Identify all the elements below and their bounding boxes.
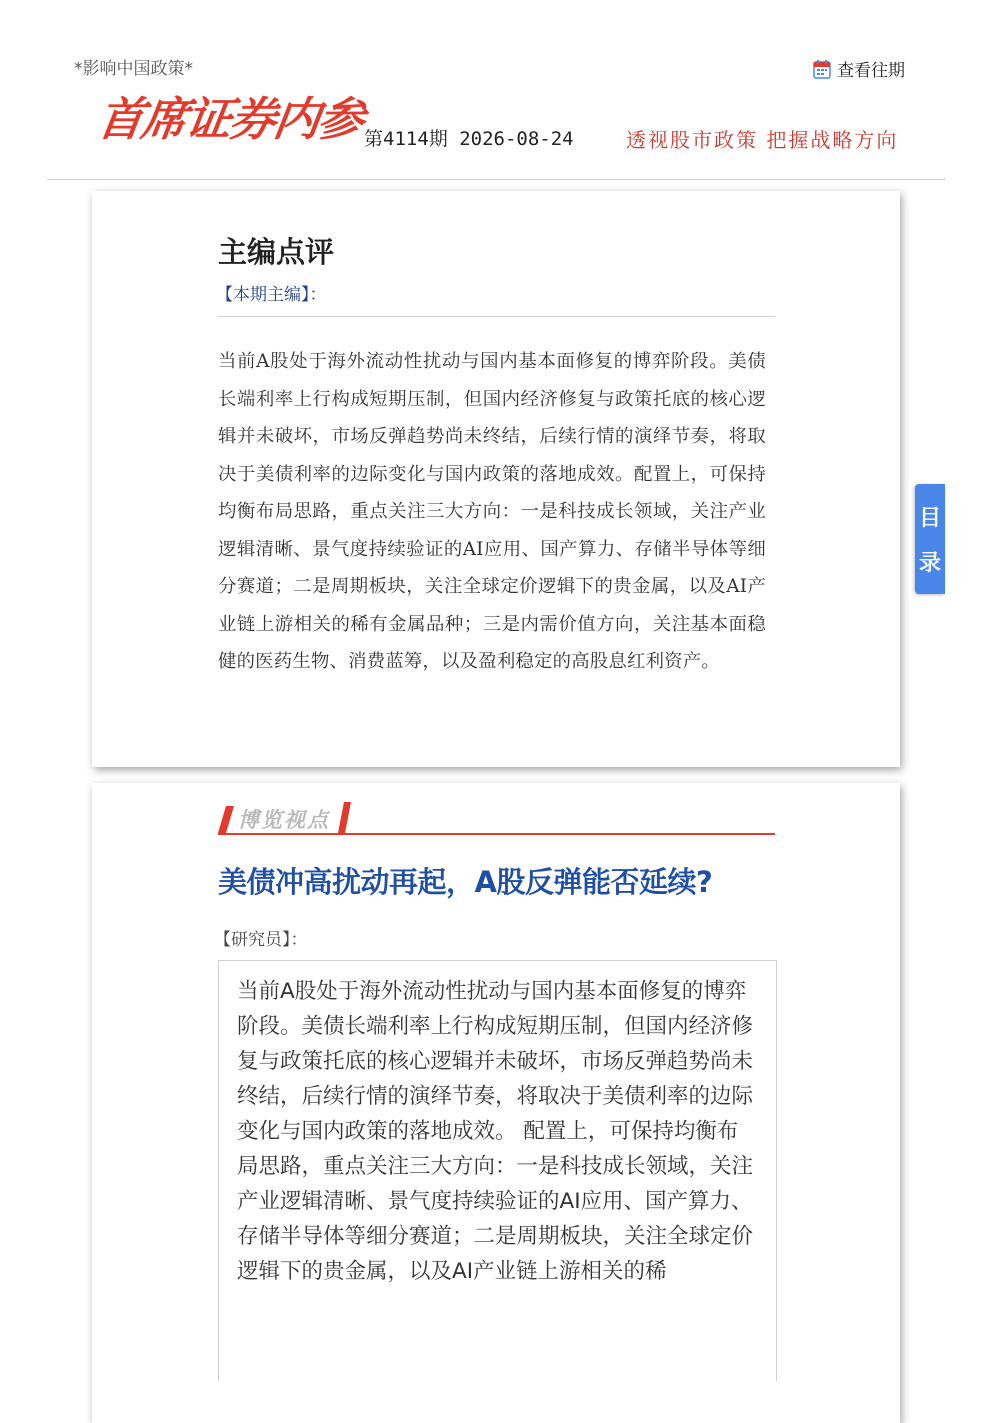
slogan: 透视股市政策 把握战略方向 bbox=[626, 128, 899, 152]
article-summary-body: 当前A股处于海外流动性扰动与国内基本面修复的博弈阶段。美债长端利率上行构成短期压制，但国内经济修复与政策托底的核心逻辑并未破坏，市场反弹趋势尚未终结，后续行情的演绎节奏，将取决于美债利率的边际变化与国内政策的落地成效。 配置上，可保持均衡布局思路，重点关注三大方向：一是科技成长领域，关注产业逻辑清晰、景气度持续验证的AI应用、国产算力、存储半导体等细分赛道；二是周期板块，关注全球定价逻辑下的贵金属，以及AI产业链上游相关的稀 bbox=[237, 979, 754, 1284]
archive-label: 查看往期 bbox=[837, 61, 905, 81]
brand-logo-text: 首席证券内参 bbox=[94, 92, 366, 146]
toc-tab-button[interactable] bbox=[915, 484, 945, 594]
header-divider bbox=[47, 179, 946, 180]
article-title[interactable]: 美债冲高扰动再起，A股反弹能否延续? bbox=[218, 865, 713, 899]
brand-logo bbox=[94, 92, 366, 146]
calendar-icon bbox=[813, 59, 831, 79]
toc-tab-char: 录 bbox=[918, 551, 941, 576]
editor-label: 【本期主编】： bbox=[216, 285, 327, 305]
issue-info: 第4114期 2026-08-24 bbox=[364, 128, 574, 150]
toc-tab-char: 目 bbox=[918, 506, 941, 531]
tagline: *影响中国政策* bbox=[74, 59, 193, 79]
viewpoint-banner-label: 博览视点 bbox=[238, 808, 330, 832]
researcher-label: 【研究员】： bbox=[214, 930, 308, 950]
section-title-editor: 主编点评 bbox=[218, 235, 335, 269]
editor-comment-body: 当前A股处于海外流动性扰动与国内基本面修复的博弈阶段。美债长端利率上行构成短期压制，但国内经济修复与政策托底的核心逻辑并未破坏，市场反弹趋势尚未终结，后续行情的演绎节奏，将取决于美债利率的边际变化与国内政策的落地成效。配置上，可保持均衡布局思路，重点关注三大方向：一是科技成长领域，关注产业逻辑清晰、景气度持续验证的AI应用、国产算力、存储半导体等细分赛道；二是周期板块，关注全球定价逻辑下的贵金属，以及AI产业链上游相关的稀有金属品种；三是内需价值方向，关注基本面稳健的医药生物、消费蓝筹，以及盈利稳定的高股息红利资产。 bbox=[218, 351, 766, 672]
section-divider bbox=[218, 316, 775, 317]
archive-link[interactable] bbox=[813, 56, 905, 81]
